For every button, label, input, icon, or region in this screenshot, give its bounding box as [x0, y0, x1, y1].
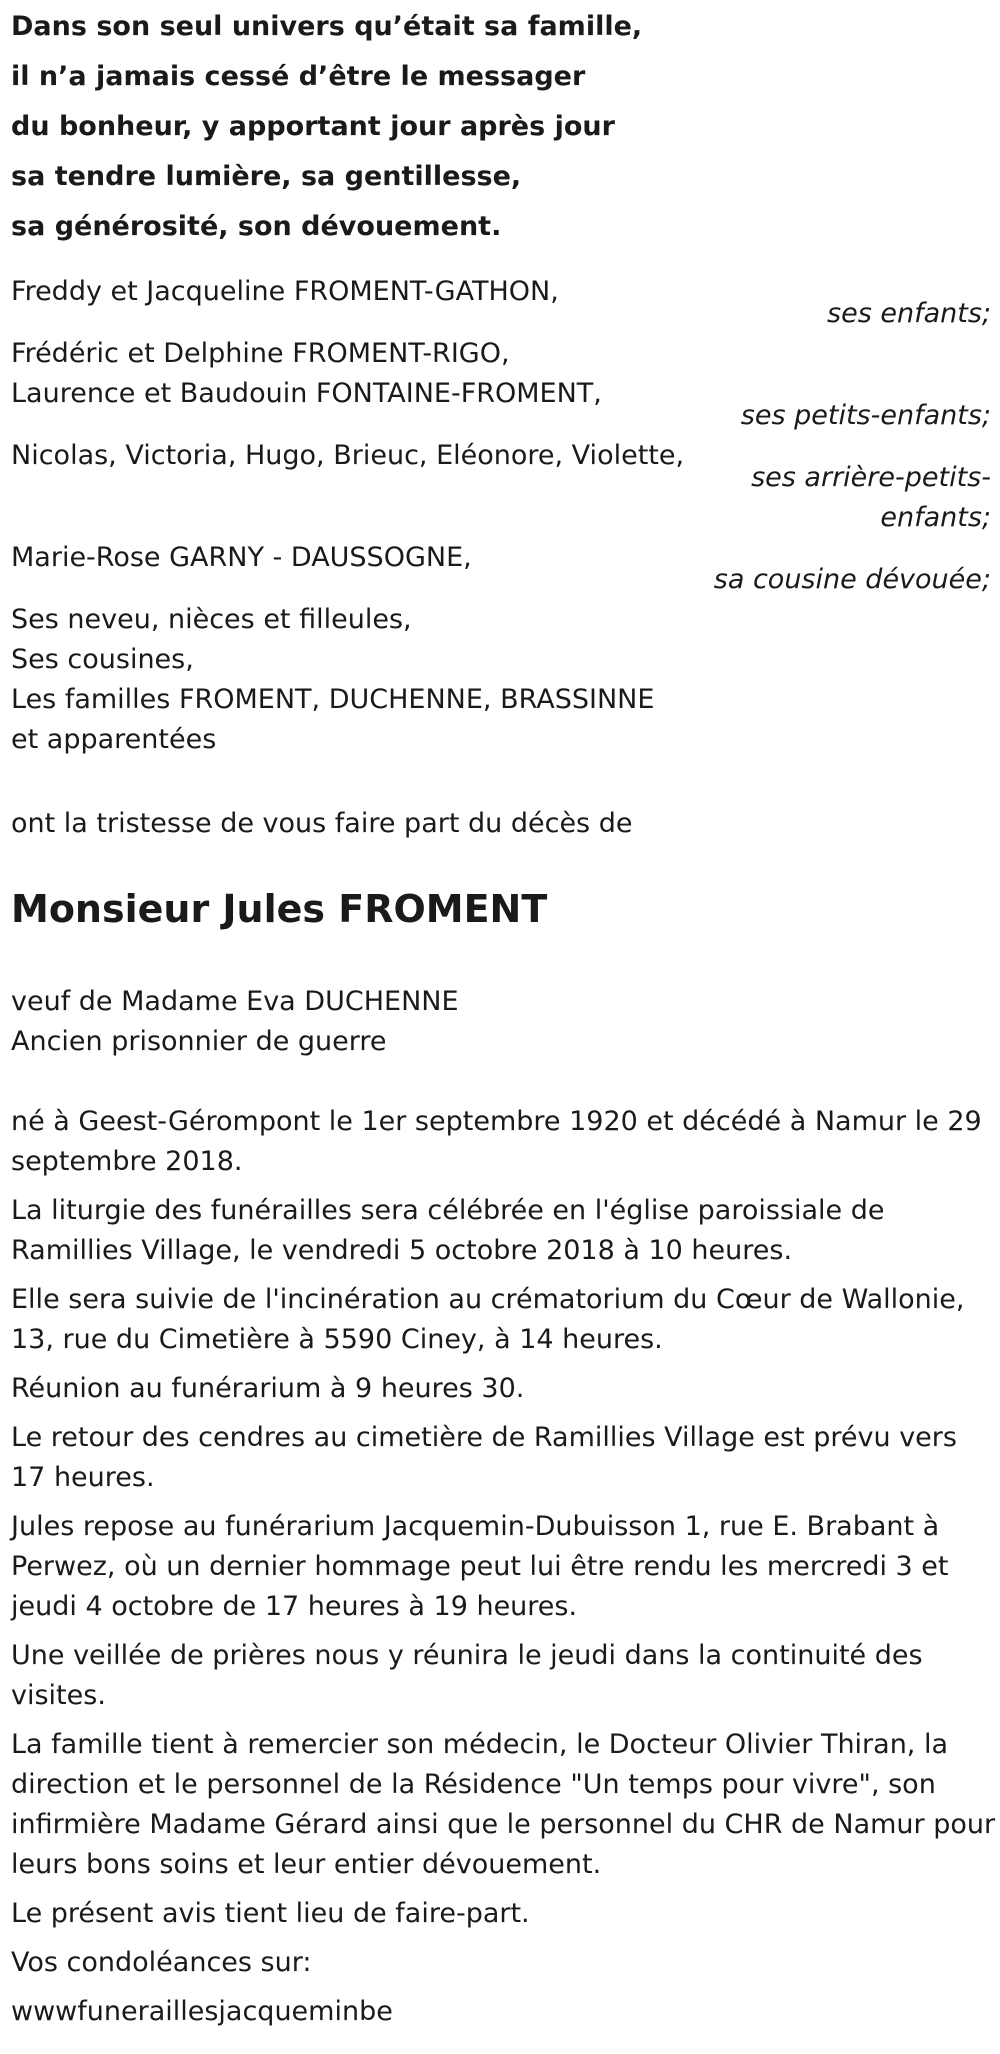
paragraph-cremation: Elle sera suivie de l'incinération au crématorium du Cœur de Wallonie, 13, rue du Cimetière à 5590 Ciney, à 14 heures. — [11, 1284, 965, 1355]
family-great-grandchildren — [11, 436, 1000, 538]
paragraph-thanks: La famille tient à remercier son médecin, le Docteur Olivier Thiran, la direction et le personnel de la Résidence "Un temps pour vivre", son infirmière Madame Gérard ainsi que le personnel du CHR de Namur pour leurs bons soins et leur entier dévouement. — [11, 1729, 996, 1880]
paragraph-ashes: Le retour des cendres au cimetière de Ramillies Village est prévu vers 17 heures. — [11, 1422, 957, 1493]
family-grandchildren — [11, 334, 1000, 436]
family-children — [11, 272, 1000, 334]
great-grandchildren-role-line: ses arrière-petits- — [751, 462, 991, 493]
cousin-role: sa cousine dévouée; — [713, 564, 991, 595]
poem-line: il n’a jamais cessé d’être le messager — [11, 61, 586, 92]
notice-body — [11, 1102, 996, 2032]
others-line: Ses neveu, nièces et filleules, — [11, 604, 412, 635]
detail-line: Ancien prisonnier de guerre — [11, 1026, 387, 1057]
detail-line: veuf de Madame Eva DUCHENNE — [11, 986, 459, 1017]
paragraph-condolences: Vos condoléances sur: — [11, 1947, 312, 1978]
great-grandchildren-role — [751, 458, 991, 538]
family-cousin — [11, 538, 1000, 600]
poem-line: sa tendre lumière, sa gentillesse, — [11, 161, 522, 192]
family-others — [11, 600, 1000, 760]
poem — [11, 0, 1000, 252]
deceased-details — [11, 982, 1000, 1062]
poem-line: Dans son seul univers qu’était sa famille, — [11, 11, 643, 42]
grandchildren-name: Laurence et Baudouin FONTAINE-FROMENT, — [11, 378, 602, 409]
deceased-name: Monsieur Jules FROMENT — [11, 887, 548, 931]
paragraph-vigil: Une veillée de prières nous y réunira le jeudi dans la continuité des visites. — [11, 1640, 923, 1711]
great-grandchildren-names: Nicolas, Victoria, Hugo, Brieuc, Eléonore, Violette, — [11, 440, 685, 471]
announcement: ont la tristesse de vous faire part du décès de — [11, 808, 633, 839]
others-line: et apparentées — [11, 724, 217, 755]
children-role: ses enfants; — [827, 298, 991, 329]
cousin-name: Marie-Rose GARNY - DAUSSOGNE, — [11, 542, 472, 573]
others-line: Les familles FROMENT, DUCHENNE, BRASSINNE — [11, 684, 655, 715]
paragraph-notice: Le présent avis tient lieu de faire-part. — [11, 1898, 530, 1929]
paragraph-liturgy: La liturgie des funérailles sera célébrée en l'église paroissiale de Ramillies Village, le vendredi 5 octobre 2018 à 10 heures. — [11, 1195, 885, 1266]
paragraph-meeting: Réunion au funérarium à 9 heures 30. — [11, 1373, 525, 1404]
grandchildren-name: Frédéric et Delphine FROMENT-RIGO, — [11, 338, 510, 369]
family-list — [11, 272, 1000, 760]
children-names: Freddy et Jacqueline FROMENT-GATHON, — [11, 276, 559, 307]
great-grandchildren-role-line: enfants; — [880, 502, 991, 533]
condolences-website: wwwfuneraillesjacqueminbe — [11, 1996, 393, 2027]
poem-line: du bonheur, y apportant jour après jour — [11, 111, 615, 142]
others-line: Ses cousines, — [11, 644, 194, 675]
paragraph-dates: né à Geest-Gérompont le 1er septembre 1920 et décédé à Namur le 29 septembre 2018. — [11, 1106, 982, 1177]
poem-line: sa générosité, son dévouement. — [11, 211, 502, 242]
grandchildren-role: ses petits-enfants; — [740, 400, 991, 431]
paragraph-funeral-home: Jules repose au funérarium Jacquemin-Dubuisson 1, rue E. Brabant à Perwez, où un dernier hommage peut lui être rendu les mercredi 3 et jeudi 4 octobre de 17 heures à 19 heures. — [11, 1511, 949, 1622]
